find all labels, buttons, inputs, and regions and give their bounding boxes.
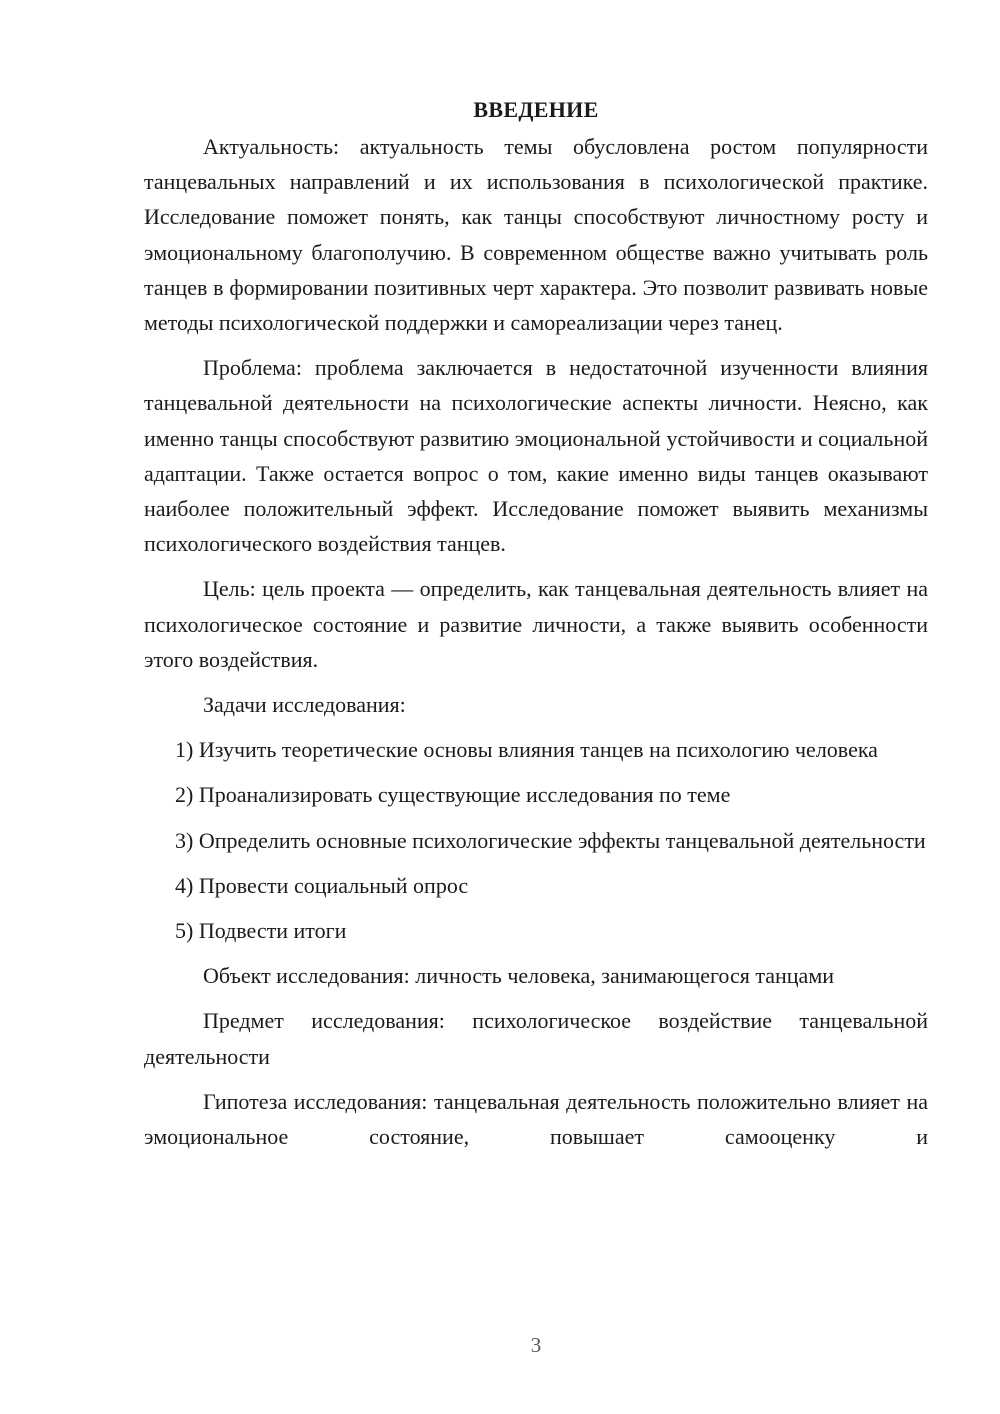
list-item-task-1: 1) Изучить теоретические основы влияния танцев на психологию человека — [175, 737, 878, 763]
paragraph-relevance: Актуальность: актуальность темы обусловлена ростом популярности танцевальных направлений и их использования в психологической практике. Исследование поможет понять, как танцы способствуют личностному росту и эмоциональному благополучию. В современном обществе важно учитывать роль танцев в формировании позитивных черт характера. Это позволит развивать новые методы психологической поддержки и самореализации через танец. — [144, 134, 928, 336]
document-page — [144, 92, 928, 1164]
paragraph-object: Объект исследования: личность человека, занимающегося танцами — [203, 963, 835, 989]
paragraph-goal: Цель: цель проекта — определить, как танцевальная деятельность влияет на психологическое состояние и развитие личности, а также выявить особенности этого воздействия. — [144, 576, 928, 672]
section-title: ВВЕДЕНИЕ — [473, 97, 599, 122]
page-number: 3 — [530, 1333, 542, 1357]
list-item-task-2: 2) Проанализировать существующие исследования по теме — [175, 782, 731, 808]
paragraph-hypothesis: Гипотеза исследования: танцевальная деятельность положительно влияет на эмоциональное состояние, повышает самооценку и — [144, 1088, 928, 1150]
list-item-task-3: 3) Определить основные психологические эффекты танцевальной деятельности — [175, 827, 926, 853]
list-item-task-5: 5) Подвести итоги — [175, 918, 347, 944]
paragraph-problem: Проблема: проблема заключается в недостаточной изученности влияния танцевальной деятельности на психологические аспекты личности. Неясно, как именно танцы способствуют развитию эмоциональной устойчивости и социальной адаптации. Также остается вопрос о том, какие именно виды танцев оказывают наиболее положительный эффект. Исследование поможет выявить механизмы психологического воздействия танцев. — [144, 355, 928, 557]
paragraph-subject: Предмет исследования: психологическое воздействие танцевальной деятельности — [144, 1008, 928, 1069]
tasks-heading: Задачи исследования: — [203, 692, 406, 718]
list-item-task-4: 4) Провести социальный опрос — [175, 872, 469, 898]
